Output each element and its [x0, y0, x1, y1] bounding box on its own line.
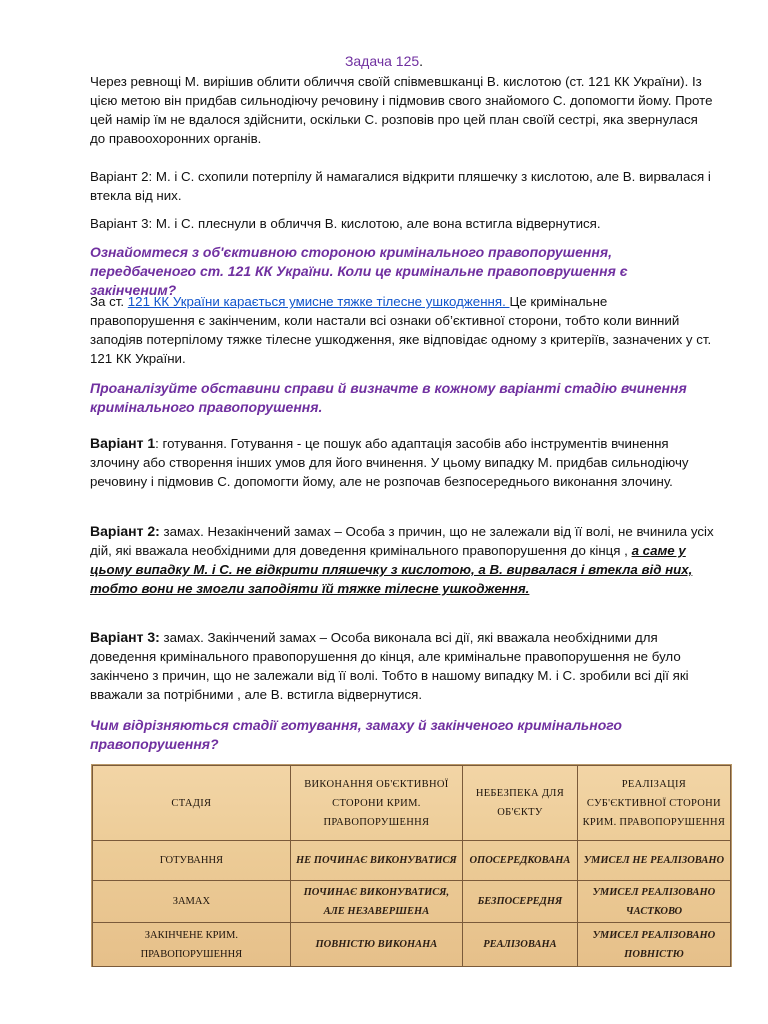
answer-objective-side	[90, 292, 715, 368]
variant1-text: : готування. Готування - це пошук або адаптація засобів або інструментів вчинення злочину або створення інших умов для його вчинення. У цьому випадку М. придбав сильнодіючу речовину і підмовив С. допомогти йому, але не розпочав безпосереднього виконання злочину.	[90, 436, 689, 489]
variant1-label: Варіант 1	[90, 435, 156, 451]
table-cell: УМИСЕЛ РЕАЛІЗОВАНО ЧАСТКОВО	[577, 881, 730, 923]
table-cell: ОПОСЕРЕДКОВАНА	[463, 841, 578, 881]
variant2-text: замах. Незакінчений замах – Особа з причин, що не залежали від її волі, не вчинила усіх дій, які вважала необхідними для доведення кримінального правопорушення до кінця ,	[90, 524, 714, 558]
question-objective-side: Ознайомтеся з об'єктивною стороною кримінального правопорушення, передбаченого ст. 121 КК України. Коли це кримінальне правоповрушення є закінченим?	[90, 244, 628, 298]
header-subjective-side: РЕАЛІЗАЦІЯ СУБ'ЄКТИВНОЇ СТОРОНИ КРИМ. ПРАВОПОРУШЕННЯ	[577, 766, 730, 841]
table-cell: ЗАКІНЧЕНЕ КРИМ. ПРАВОПОРУШЕННЯ	[93, 923, 291, 967]
variant2-emphasis: а саме у цьому випадку М. і С. не відкрити пляшечку з кислотою, а В. вирвалася і втекла від них, тобто вони не змогли заподіяти їй тяжке тілесне ушкодження.	[90, 543, 693, 596]
page-title	[0, 53, 768, 69]
table-cell: ПОВНІСТЮ ВИКОНАНА	[290, 923, 462, 967]
header-objective-side: ВИКОНАННЯ ОБ'ЄКТИВНОЇ СТОРОНИ КРИМ. ПРАВОПОРУШЕННЯ	[290, 766, 462, 841]
table-cell: БЕЗПОСЕРЕДНЯ	[463, 881, 578, 923]
table-cell: УМИСЕЛ РЕАЛІЗОВАНО ПОВНІСТЮ	[577, 923, 730, 967]
header-danger: НЕБЕЗПЕКА ДЛЯ ОБ'ЄКТУ	[463, 766, 578, 841]
stages-table-image	[91, 764, 732, 967]
table-cell: ЗАМАХ	[93, 881, 291, 923]
answer1-prefix: За ст.	[90, 294, 128, 309]
table-row	[93, 841, 731, 881]
variant2-paragraph: Варіант 2: М. і С. схопили потерпілу й намагалися відкрити пляшечку з кислотою, але В. вирвалася і втекла від них.	[90, 169, 711, 203]
answer-variant-3	[90, 628, 715, 704]
table-cell: ГОТУВАННЯ	[93, 841, 291, 881]
table-cell: РЕАЛІЗОВАНА	[463, 923, 578, 967]
variant3-paragraph: Варіант 3: М. і С. плеснули в обличчя В. кислотою, але вона встигла відвернутися.	[90, 216, 601, 231]
variant2-label: Варіант 2:	[90, 523, 160, 539]
table-header-row	[93, 766, 731, 841]
stages-table	[92, 765, 731, 967]
title-dot: .	[419, 53, 424, 69]
intro-paragraph: Через ревнощі М. вирішив облити обличчя своїй співмевшканці В. кислотою (ст. 121 КК України). Із цією метою він придбав сильнодіючу речовину і підмовив свого знайомого С. допомогти йому. Проте цей намір їм не вдалося здійснити, оскільки С. розповів про цей план своїй сестрі, яка звернулася до правоохоронних органів.	[90, 74, 713, 146]
question-stage-difference: Чим відрізняються стадії готування, замаху й закінченого кримінального правопорушення?	[90, 717, 622, 752]
answer1-rest: Це кримінальне правопорушення є закінченим, коли настали всі ознаки об’єктивної сторони, тобто коли винний заподіяв потерпілому тяжке тілесне ушкодження, яке відповідає одному з критеріїв, зазначених у ст. 121 КК України.	[90, 294, 712, 366]
table-cell: НЕ ПОЧИНАЄ ВИКОНУВАТИСЯ	[290, 841, 462, 881]
table-row	[93, 881, 731, 923]
article-121-link[interactable]: 121 КК України карається умисне тяжке тілесне ушкодження.	[127, 294, 510, 309]
question-stage-analysis: Проаналізуйте обставини справи й визначте в кожному варіанті стадію вчинення кримінального правопорушення.	[90, 380, 687, 415]
table-row	[93, 923, 731, 967]
answer-variant-2	[90, 522, 715, 598]
title-text: Задача 125	[344, 53, 420, 69]
table-cell: ПОЧИНАЄ ВИКОНУВАТИСЯ, АЛЕ НЕЗАВЕРШЕНА	[290, 881, 462, 923]
answer-variant-1	[90, 434, 715, 491]
header-stage: СТАДІЯ	[93, 766, 291, 841]
variant3-label: Варіант 3:	[90, 629, 160, 645]
table-cell: УМИСЕЛ НЕ РЕАЛІЗОВАНО	[577, 841, 730, 881]
variant3-text: замах. Закінчений замах – Особа виконала всі дії, які вважала необхідними для доведення кримінального правопорушення до кінця, але кримінальне правопорушення не було закінчено з причин, що не залежали від її волі. Тобто в нашому випадку М. і С. зробили всі дії які вважали за потрібними , але В. встигла відвернутися.	[90, 630, 689, 702]
